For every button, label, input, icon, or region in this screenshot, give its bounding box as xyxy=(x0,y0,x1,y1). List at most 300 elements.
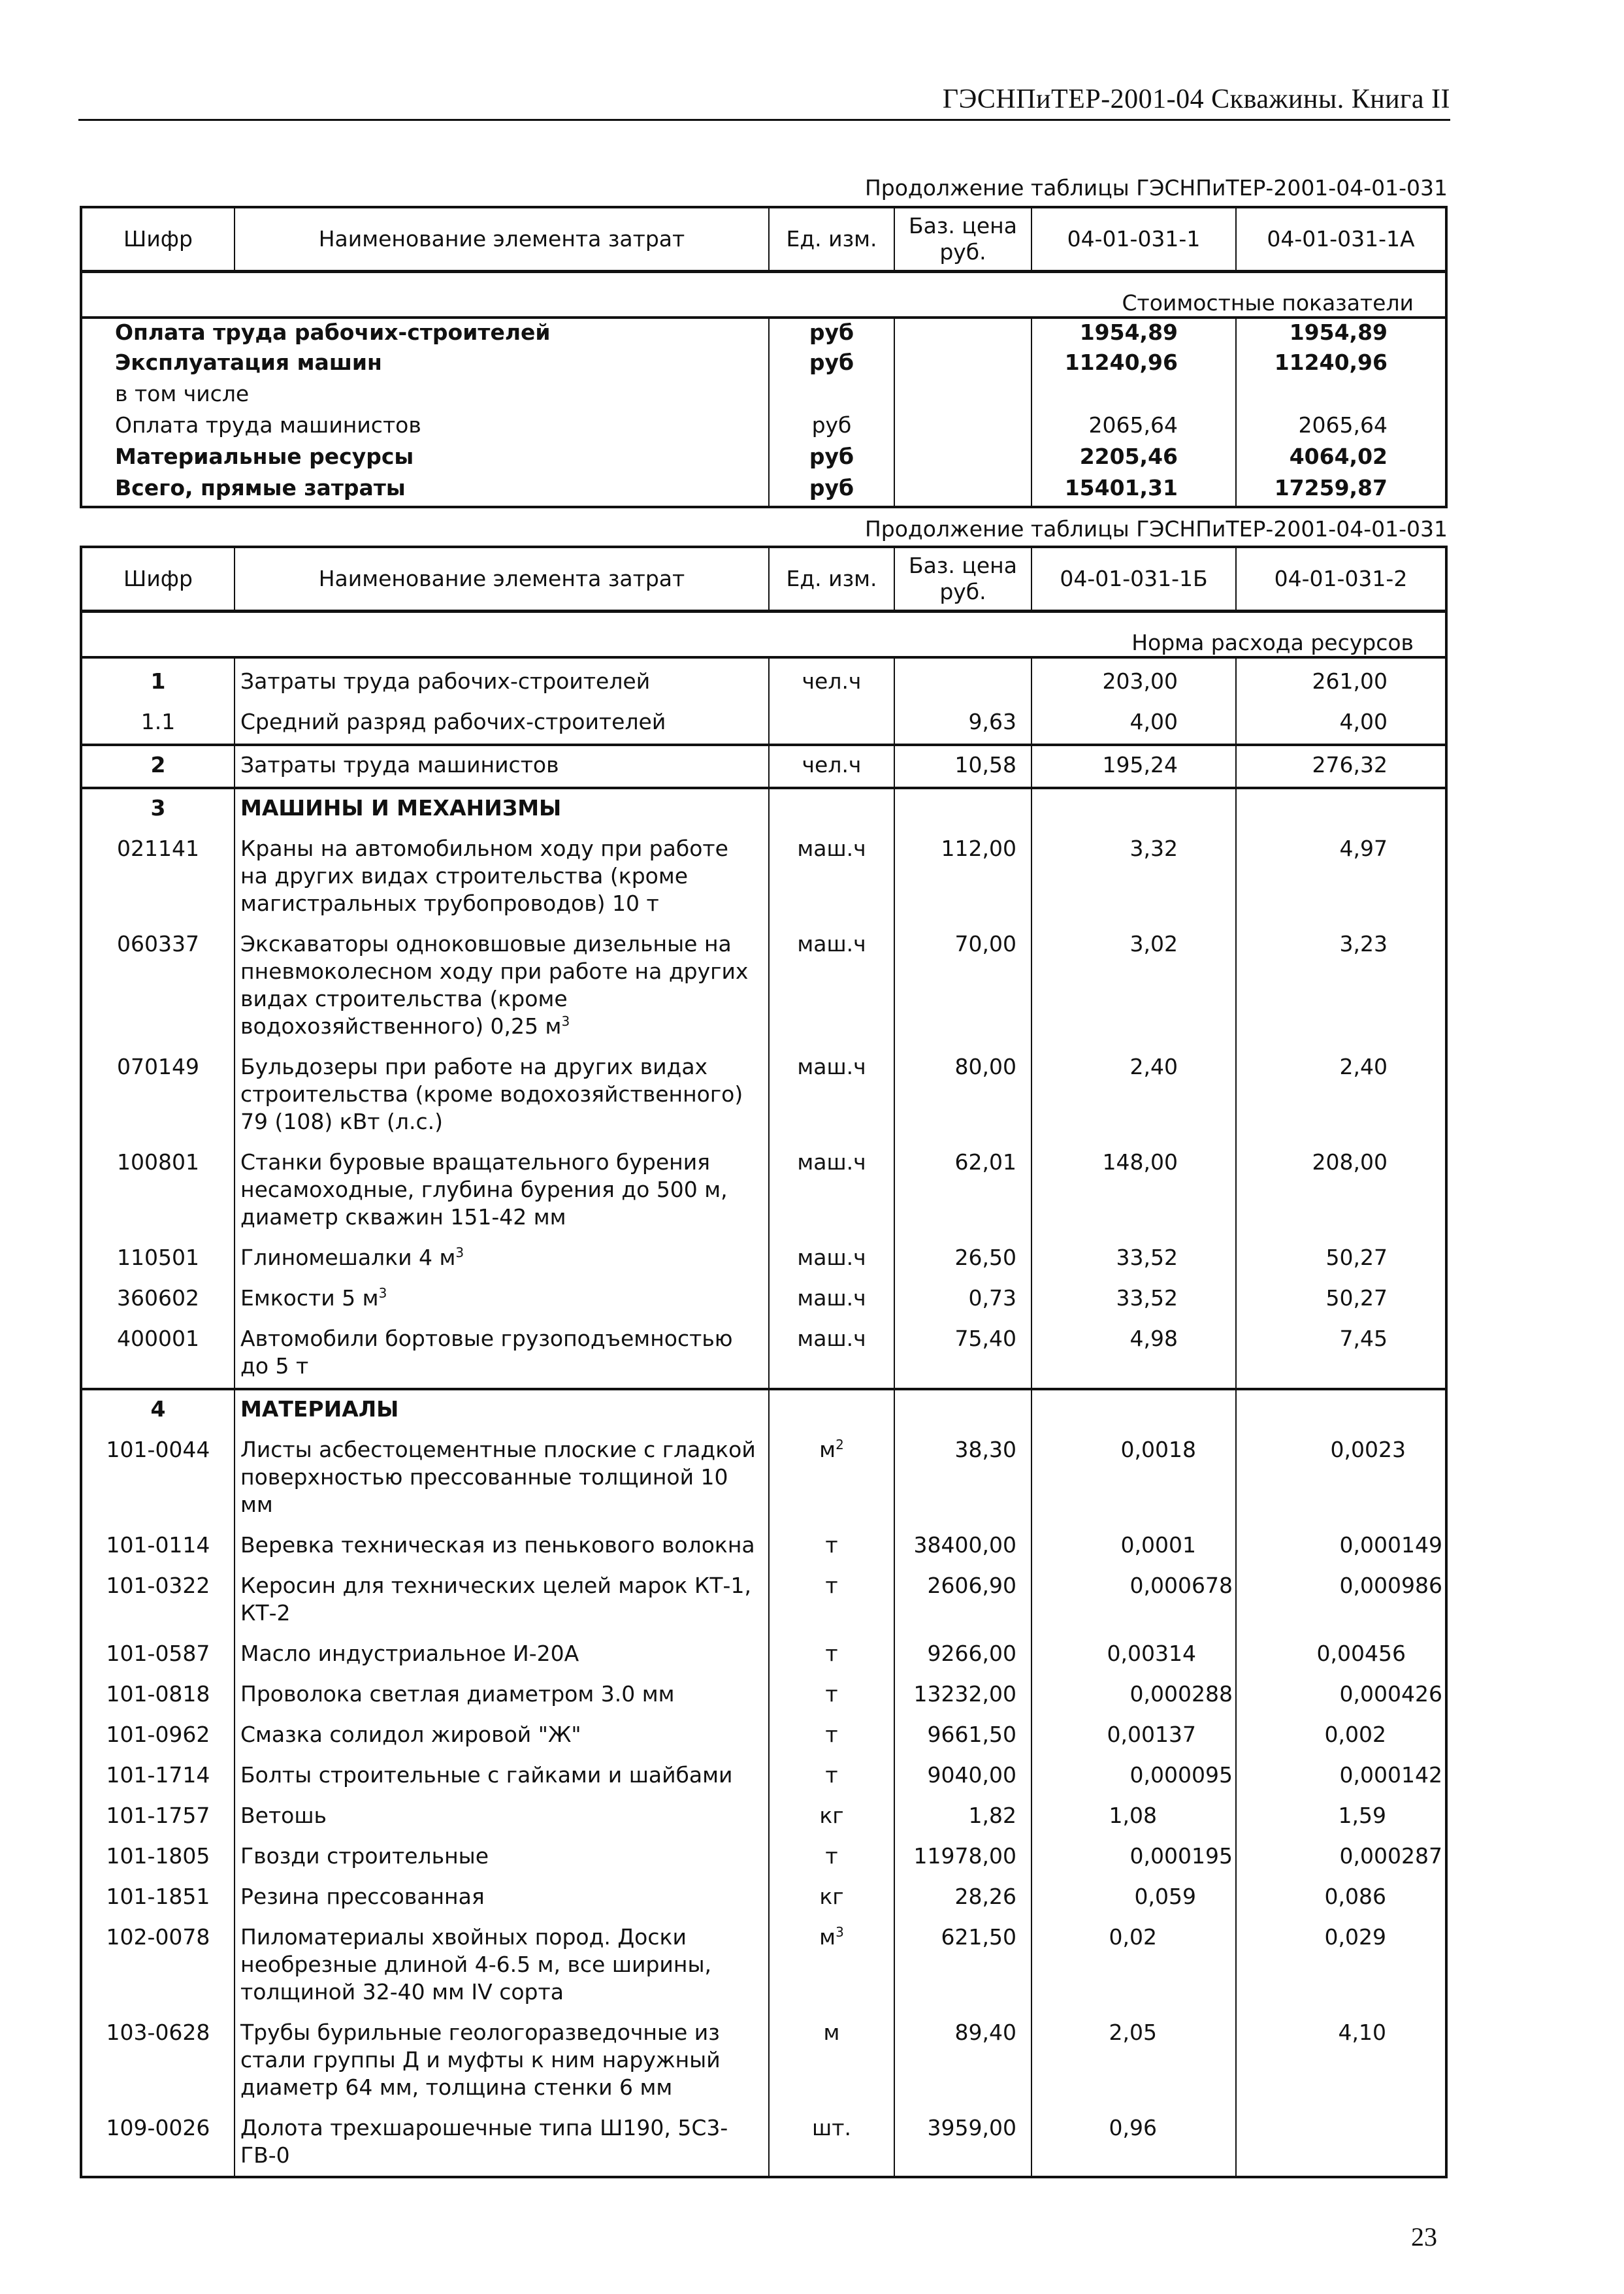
row-value-b xyxy=(1236,745,1446,788)
row-base-price xyxy=(894,380,1031,412)
row-code-text: 101-0962 xyxy=(106,1721,210,1747)
row-value-b xyxy=(1236,657,1446,703)
row-code xyxy=(81,1143,235,1239)
row-code xyxy=(81,1837,235,1878)
row-value-b-text: 0,029 xyxy=(1324,1924,1386,1950)
row-value-b xyxy=(1236,1716,1446,1756)
row-name-text: Болты строительные с гайками и шайбами xyxy=(240,1761,733,1788)
row-name-text: Станки буровые вращательного бурения несамоходные, глубина бурения до 500 м, диаметр скважин 151-42 мм xyxy=(240,1149,728,1230)
row-value-a xyxy=(1031,1389,1236,1431)
row-code-text: 101-1714 xyxy=(106,1761,210,1788)
row-code-text: 021141 xyxy=(117,835,199,861)
row-code xyxy=(81,1048,235,1143)
table-row xyxy=(81,1635,1446,1675)
row-base-price xyxy=(894,474,1031,507)
row-unit-text: т xyxy=(825,1572,838,1598)
row-name xyxy=(235,1878,769,1918)
table-row xyxy=(81,474,1446,507)
row-value-a xyxy=(1031,1320,1236,1389)
row-unit-text: т xyxy=(825,1680,838,1707)
row-value-a xyxy=(1031,1675,1236,1716)
row-name-text: Средний разряд рабочих-строителей xyxy=(240,708,666,734)
row-base-price xyxy=(894,1756,1031,1797)
row-unit xyxy=(769,830,894,925)
row-name: Оплата труда рабочих-строителей xyxy=(81,318,769,349)
page-number: 23 xyxy=(1411,2222,1437,2252)
row-value-b xyxy=(1236,1320,1446,1389)
row-name-text: Керосин для технических целей марок КТ-1, КТ-2 xyxy=(240,1572,751,1626)
header-base-price: Баз. цена руб. xyxy=(894,207,1031,271)
row-base-price-text: 89,40 xyxy=(954,2019,1016,2045)
row-unit xyxy=(769,1431,894,1526)
row-value-a xyxy=(1031,830,1236,925)
row-base-price xyxy=(894,2109,1031,2177)
row-name: Материальные ресурсы xyxy=(81,443,769,474)
row-value-b-text: 208,00 xyxy=(1312,1149,1388,1175)
row-unit xyxy=(769,1279,894,1320)
row-value-b xyxy=(1236,1143,1446,1239)
table-row xyxy=(81,318,1446,349)
row-unit xyxy=(769,1635,894,1675)
row-base-price-text: 75,40 xyxy=(954,1325,1016,1351)
row-unit-text: т xyxy=(825,1721,838,1747)
row-value-b-text: 1,59 xyxy=(1338,1802,1386,1828)
header-col-a: 04-01-031-1 xyxy=(1031,207,1236,271)
row-value-a xyxy=(1031,1635,1236,1675)
row-code xyxy=(81,1675,235,1716)
row-base-price-text: 80,00 xyxy=(954,1053,1016,1079)
resource-norms-table xyxy=(80,546,1448,2178)
row-value-a-text: 3,02 xyxy=(1129,930,1178,957)
row-code xyxy=(81,1239,235,1279)
row-value-a-text: 195,24 xyxy=(1102,751,1178,778)
row-base-price xyxy=(894,1239,1031,1279)
row-code-text: 101-1757 xyxy=(106,1802,210,1828)
table1-caption: Продолжение таблицы ГЭСНПиТЕР-2001-04-01-031 xyxy=(864,175,1448,201)
band-label: Стоимостные показатели xyxy=(81,271,1446,318)
header-name: Наименование элемента затрат xyxy=(235,547,769,611)
row-value-b xyxy=(1236,1918,1446,2014)
row-name xyxy=(235,1320,769,1389)
table-row xyxy=(81,1918,1446,2014)
row-unit-text: т xyxy=(825,1532,838,1558)
row-name: Эксплуатация машин xyxy=(81,349,769,380)
row-unit-text: маш.ч xyxy=(797,930,866,957)
row-value-a-text: 0,00137 xyxy=(1107,1721,1196,1747)
row-unit xyxy=(769,925,894,1048)
table-row xyxy=(81,1239,1446,1279)
row-value-b xyxy=(1236,830,1446,925)
row-code-text: 3 xyxy=(150,795,166,821)
row-value-a xyxy=(1031,788,1236,830)
row-unit xyxy=(769,745,894,788)
row-base-price xyxy=(894,2014,1031,2109)
row-value-b xyxy=(1236,1797,1446,1837)
row-value-b xyxy=(1236,1756,1446,1797)
row-base-price-text: 112,00 xyxy=(941,835,1016,861)
row-value-b-text: 0,000287 xyxy=(1339,1843,1442,1869)
row-value-b-text: 4,10 xyxy=(1338,2019,1386,2045)
table-row xyxy=(81,1279,1446,1320)
table-row xyxy=(81,412,1446,443)
row-name-text: Долота трехшарошечные типа Ш190, 5С3-ГВ-0 xyxy=(240,2114,728,2168)
row-code xyxy=(81,1567,235,1635)
row-value-a xyxy=(1031,925,1236,1048)
row-code xyxy=(81,788,235,830)
row-unit-text: маш.ч xyxy=(797,1325,866,1351)
row-code xyxy=(81,830,235,925)
row-value-b-text: 0,002 xyxy=(1324,1721,1386,1747)
row-name-text: Смазка солидол жировой "Ж" xyxy=(240,1721,581,1747)
row-name xyxy=(235,1239,769,1279)
row-value-b xyxy=(1236,1239,1446,1279)
row-name xyxy=(235,2014,769,2109)
row-name-text: Автомобили бортовые грузоподъемностью до 5 т xyxy=(240,1325,733,1379)
row-code xyxy=(81,2109,235,2177)
header-col-a: 04-01-031-1Б xyxy=(1031,547,1236,611)
superscript: 3 xyxy=(561,1013,570,1029)
row-name-text: Затраты труда машинистов xyxy=(240,751,559,778)
row-value-a xyxy=(1031,657,1236,703)
row-value-b-text: 0,0023 xyxy=(1330,1436,1406,1462)
row-name xyxy=(235,1567,769,1635)
row-base-price xyxy=(894,1675,1031,1716)
superscript: 2 xyxy=(836,1436,844,1452)
row-name: в том числе xyxy=(81,380,769,412)
table-row xyxy=(81,830,1446,925)
row-unit xyxy=(769,1526,894,1567)
row-value-b: 11240,96 xyxy=(1236,349,1446,380)
row-value-a xyxy=(1031,380,1236,412)
row-name-text: Бульдозеры при работе на других видах строительства (кроме водохозяйственного) 79 (108) кВт (л.с.) xyxy=(240,1053,743,1134)
row-base-price xyxy=(894,703,1031,745)
row-value-b xyxy=(1236,1675,1446,1716)
row-name xyxy=(235,2109,769,2177)
row-value-a xyxy=(1031,1526,1236,1567)
row-name-text: Гвозди строительные xyxy=(240,1843,489,1869)
row-value-b xyxy=(1236,1878,1446,1918)
row-name xyxy=(235,1389,769,1431)
row-base-price-text: 0,73 xyxy=(968,1285,1016,1311)
row-base-price xyxy=(894,349,1031,380)
row-value-a: 2205,46 xyxy=(1031,443,1236,474)
table-row xyxy=(81,1797,1446,1837)
row-name xyxy=(235,1675,769,1716)
row-base-price-text: 62,01 xyxy=(954,1149,1016,1175)
row-code xyxy=(81,745,235,788)
row-unit xyxy=(769,1320,894,1389)
header-unit: Ед. изм. xyxy=(769,547,894,611)
running-head: ГЭСНПиТЕР-2001-04 Скважины. Книга II xyxy=(942,84,1450,114)
row-name-text: Листы асбестоцементные плоские с гладкой поверхностью прессованные толщиной 10 мм xyxy=(240,1436,756,1517)
superscript: 3 xyxy=(836,1924,844,1940)
row-base-price xyxy=(894,1837,1031,1878)
row-name xyxy=(235,830,769,925)
row-value-b-text: 0,086 xyxy=(1324,1883,1386,1909)
row-code xyxy=(81,657,235,703)
row-code xyxy=(81,2014,235,2109)
row-base-price xyxy=(894,830,1031,925)
header-code: Шифр xyxy=(81,547,235,611)
row-unit: руб xyxy=(769,443,894,474)
table-row xyxy=(81,349,1446,380)
row-code-text: 102-0078 xyxy=(106,1924,210,1950)
band-label: Норма расхода ресурсов xyxy=(81,611,1446,657)
row-unit-text: м xyxy=(819,1924,836,1950)
row-unit-text: м xyxy=(823,2019,840,2045)
row-value-a-text: 33,52 xyxy=(1116,1244,1178,1270)
row-base-price xyxy=(894,1878,1031,1918)
header-code: Шифр xyxy=(81,207,235,271)
row-value-a xyxy=(1031,1756,1236,1797)
row-unit: руб xyxy=(769,474,894,507)
row-value-a xyxy=(1031,1797,1236,1837)
table-row xyxy=(81,1675,1446,1716)
row-code xyxy=(81,1878,235,1918)
row-base-price xyxy=(894,1048,1031,1143)
row-name-text: Глиномешалки 4 м xyxy=(240,1244,456,1270)
row-code-text: 400001 xyxy=(117,1325,199,1351)
row-value-a-text: 0,000195 xyxy=(1129,1843,1233,1869)
row-value-b-text: 0,000142 xyxy=(1339,1761,1442,1788)
row-value-b: 2065,64 xyxy=(1236,412,1446,443)
row-base-price xyxy=(894,318,1031,349)
row-value-b-text: 261,00 xyxy=(1312,668,1388,694)
row-base-price xyxy=(894,412,1031,443)
table-row xyxy=(81,380,1446,412)
row-code-text: 2 xyxy=(150,751,166,778)
row-unit-text: м xyxy=(819,1436,836,1462)
row-value-a-text: 0,000288 xyxy=(1129,1680,1233,1707)
row-code-text: 070149 xyxy=(117,1053,199,1079)
row-code xyxy=(81,1756,235,1797)
row-unit-text: чел.ч xyxy=(802,668,862,694)
row-unit xyxy=(769,1918,894,2014)
row-unit-text: шт. xyxy=(812,2114,851,2140)
row-name xyxy=(235,1918,769,2014)
row-name xyxy=(235,1756,769,1797)
row-value-a: 1954,89 xyxy=(1031,318,1236,349)
row-base-price xyxy=(894,1716,1031,1756)
row-base-price xyxy=(894,1279,1031,1320)
row-value-a-text: 0,96 xyxy=(1109,2114,1157,2140)
row-value-b: 4064,02 xyxy=(1236,443,1446,474)
table-row xyxy=(81,925,1446,1048)
row-value-a xyxy=(1031,703,1236,745)
row-code-text: 4 xyxy=(150,1396,166,1422)
row-unit xyxy=(769,1797,894,1837)
row-base-price-text: 10,58 xyxy=(954,751,1016,778)
row-value-b-text: 2,40 xyxy=(1339,1053,1388,1079)
row-unit-text: маш.ч xyxy=(797,835,866,861)
row-name xyxy=(235,1431,769,1526)
section-row xyxy=(81,788,1446,830)
row-base-price-text: 11978,00 xyxy=(913,1843,1016,1869)
row-unit-text: т xyxy=(825,1640,838,1666)
row-name xyxy=(235,1837,769,1878)
row-base-price xyxy=(894,1918,1031,2014)
header-col-b: 04-01-031-1А xyxy=(1236,207,1446,271)
row-name: Всего, прямые затраты xyxy=(81,474,769,507)
row-value-a: 15401,31 xyxy=(1031,474,1236,507)
table-row xyxy=(81,703,1446,745)
row-value-a-text: 0,00314 xyxy=(1107,1640,1196,1666)
table-row xyxy=(81,1878,1446,1918)
row-base-price-text: 13232,00 xyxy=(913,1680,1016,1707)
row-unit: руб xyxy=(769,412,894,443)
row-unit xyxy=(769,1048,894,1143)
table-row xyxy=(81,1048,1446,1143)
row-value-a-text: 0,059 xyxy=(1134,1883,1196,1909)
row-unit xyxy=(769,1143,894,1239)
row-value-a xyxy=(1031,1918,1236,2014)
row-value-a-text: 203,00 xyxy=(1102,668,1178,694)
table-row xyxy=(81,1143,1446,1239)
row-value-a-text: 0,000678 xyxy=(1129,1572,1233,1598)
row-unit xyxy=(769,657,894,703)
row-value-a xyxy=(1031,1048,1236,1143)
row-base-price-text: 26,50 xyxy=(954,1244,1016,1270)
row-base-price-text: 70,00 xyxy=(954,930,1016,957)
table2-caption: Продолжение таблицы ГЭСНПиТЕР-2001-04-01-031 xyxy=(864,516,1448,542)
row-value-a-text: 4,98 xyxy=(1129,1325,1178,1351)
row-name-text: Проволока светлая диаметром 3.0 мм xyxy=(240,1680,675,1707)
row-value-b-text: 0,000149 xyxy=(1339,1532,1442,1558)
row-code xyxy=(81,1320,235,1389)
row-value-a-text: 2,40 xyxy=(1129,1053,1178,1079)
row-name-text: МАШИНЫ И МЕХАНИЗМЫ xyxy=(240,795,562,821)
row-code-text: 060337 xyxy=(117,930,199,957)
section-row xyxy=(81,1389,1446,1431)
row-base-price-text: 2606,90 xyxy=(927,1572,1016,1598)
table-row xyxy=(81,745,1446,788)
row-name xyxy=(235,1716,769,1756)
row-name xyxy=(235,703,769,745)
table-row xyxy=(81,2109,1446,2177)
row-value-b xyxy=(1236,1526,1446,1567)
row-name xyxy=(235,1797,769,1837)
row-base-price xyxy=(894,788,1031,830)
row-value-b-text: 3,23 xyxy=(1339,930,1388,957)
row-code xyxy=(81,1279,235,1320)
row-unit xyxy=(769,1878,894,1918)
row-code xyxy=(81,1918,235,2014)
row-base-price xyxy=(894,1320,1031,1389)
header-rule xyxy=(78,119,1450,121)
row-name xyxy=(235,1143,769,1239)
row-base-price xyxy=(894,657,1031,703)
header-col-b: 04-01-031-2 xyxy=(1236,547,1446,611)
row-unit xyxy=(769,380,894,412)
row-value-b xyxy=(1236,2109,1446,2177)
row-name: Оплата труда машинистов xyxy=(81,412,769,443)
row-code-text: 1 xyxy=(150,668,166,694)
row-name-text: Краны на автомобильном ходу при работе на других видах строительства (кроме магистральных трубопроводов) 10 т xyxy=(240,835,728,916)
row-base-price-text: 3959,00 xyxy=(927,2114,1016,2140)
row-base-price xyxy=(894,443,1031,474)
superscript: 3 xyxy=(378,1285,387,1301)
row-unit-text: кг xyxy=(819,1802,844,1828)
row-code-text: 101-0044 xyxy=(106,1436,210,1462)
row-value-b xyxy=(1236,1837,1446,1878)
row-name xyxy=(235,1048,769,1143)
row-unit xyxy=(769,2109,894,2177)
row-unit xyxy=(769,1756,894,1797)
row-name-text: Трубы бурильные геологоразведочные из стали группы Д и муфты к ним наружный диаметр 64 мм, толщина стенки 6 мм xyxy=(240,2019,721,2100)
row-code xyxy=(81,1716,235,1756)
row-unit xyxy=(769,703,894,745)
row-value-a-text: 0,0001 xyxy=(1120,1532,1196,1558)
table1-header-row xyxy=(81,207,1446,271)
row-name xyxy=(235,657,769,703)
row-unit xyxy=(769,1389,894,1431)
row-unit-text: кг xyxy=(819,1883,844,1909)
table-row xyxy=(81,1756,1446,1797)
row-unit-text: т xyxy=(825,1843,838,1869)
row-name-text: Веревка техническая из пенькового волокна xyxy=(240,1532,755,1558)
header-base-price: Баз. цена руб. xyxy=(894,547,1031,611)
table-row xyxy=(81,2014,1446,2109)
table2-header-row xyxy=(81,547,1446,611)
row-value-a xyxy=(1031,1143,1236,1239)
row-name xyxy=(235,788,769,830)
row-value-a xyxy=(1031,1431,1236,1526)
row-value-b xyxy=(1236,1279,1446,1320)
row-code-text: 109-0026 xyxy=(106,2114,210,2140)
row-base-price-text: 38400,00 xyxy=(913,1532,1016,1558)
row-base-price xyxy=(894,1526,1031,1567)
row-name-text: Ветошь xyxy=(240,1802,327,1828)
row-value-b-text: 0,000986 xyxy=(1339,1572,1442,1598)
row-name xyxy=(235,1526,769,1567)
row-name-text: МАТЕРИАЛЫ xyxy=(240,1396,399,1422)
row-code-text: 101-1851 xyxy=(106,1883,210,1909)
row-unit xyxy=(769,1239,894,1279)
row-value-b-text: 276,32 xyxy=(1312,751,1388,778)
row-value-b xyxy=(1236,1431,1446,1526)
row-value-a: 2065,64 xyxy=(1031,412,1236,443)
cost-indicators-table xyxy=(80,206,1448,508)
table-row xyxy=(81,657,1446,703)
row-unit: руб xyxy=(769,349,894,380)
row-value-a xyxy=(1031,1567,1236,1635)
row-name-text: Экскаваторы одноковшовые дизельные на пневмоколесном ходу при работе на других видах строительства (кроме водохозяйственного) 0,25 м xyxy=(240,930,749,1039)
row-code-text: 110501 xyxy=(117,1244,199,1270)
row-unit xyxy=(769,1567,894,1635)
row-name-text: Затраты труда рабочих-строителей xyxy=(240,668,651,694)
row-value-b xyxy=(1236,1635,1446,1675)
row-unit-text: маш.ч xyxy=(797,1244,866,1270)
row-unit-text: маш.ч xyxy=(797,1285,866,1311)
table-row xyxy=(81,1526,1446,1567)
superscript: 3 xyxy=(455,1244,464,1260)
table-row xyxy=(81,1320,1446,1389)
row-unit xyxy=(769,788,894,830)
row-base-price-text: 38,30 xyxy=(954,1436,1016,1462)
row-value-a xyxy=(1031,1279,1236,1320)
row-value-a-text: 0,02 xyxy=(1109,1924,1157,1950)
row-name xyxy=(235,1279,769,1320)
row-unit xyxy=(769,1675,894,1716)
row-value-b-text: 50,27 xyxy=(1325,1285,1388,1311)
header-unit: Ед. изм. xyxy=(769,207,894,271)
row-value-a-text: 0,000095 xyxy=(1129,1761,1233,1788)
row-name-text: Масло индустриальное И-20А xyxy=(240,1640,579,1666)
row-value-b-text: 7,45 xyxy=(1339,1325,1388,1351)
row-value-a xyxy=(1031,1878,1236,1918)
row-base-price-text: 9040,00 xyxy=(927,1761,1016,1788)
row-value-a-text: 4,00 xyxy=(1129,708,1178,734)
